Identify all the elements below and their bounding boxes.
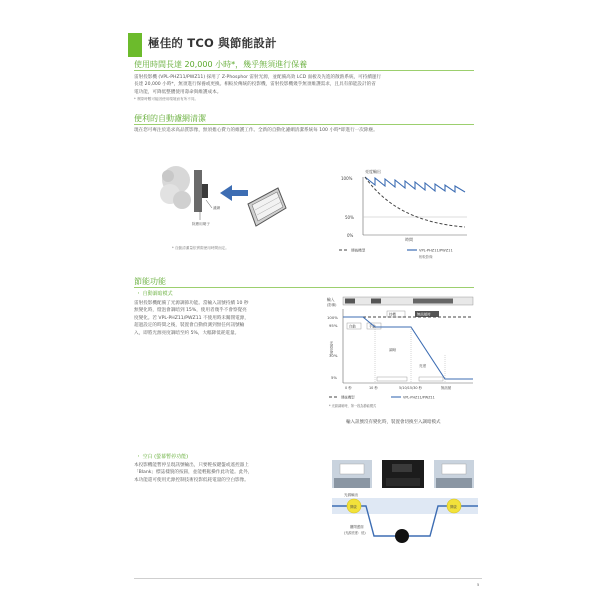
legend-laser: VPL-PHZ11/PWZ11 [419, 248, 453, 253]
section3-body-line: 度變化。若 VPL-PHZ11/PWZ11 不使用時未關閉電源， [134, 315, 249, 321]
filter-caption: * 自動清潔量依實際使用時間而定。 [172, 246, 229, 250]
brightness-tick-50: 50% [345, 215, 354, 220]
brightness-chart-ylabel: 亮度輸出 [365, 169, 381, 174]
section2-rule [134, 124, 474, 125]
dust-cloud [160, 166, 191, 209]
brightness-chart [335, 165, 475, 260]
filter-frame [248, 188, 286, 226]
blank-body [134, 462, 324, 484]
mode-standby-label: 待機 [389, 312, 396, 317]
dimming-footnote: * 光源調暗時，第一段為節能模式 [329, 404, 377, 408]
on-label: 開啟 [350, 505, 357, 509]
dimming-tick-5: 5% [331, 375, 338, 380]
title-accent-bar [128, 33, 142, 57]
mode-brightness-label: 亮度 [419, 364, 427, 368]
blank-body-line: 本投影機能暫停呈現訊號輸出，只要輕按鍵盤或遙控器上 [134, 463, 249, 468]
on-label-right: 開啟 [450, 505, 457, 509]
legend-sub: 相較影像 [419, 255, 433, 259]
dimming-ylabel-top: 輸入 [327, 297, 335, 302]
blank-subheading: ・ 空白 (螢幕暫停功能) [136, 454, 189, 460]
room-photo-on-again [434, 460, 474, 488]
page-number: 5 [477, 583, 480, 587]
bulb-off-icon [395, 529, 409, 543]
dimming-legend-laser: VPL-PHZ11/PWZ11 [403, 395, 435, 400]
airflow-arrow-icon [220, 185, 248, 201]
mode-dimmed-label: 調暗 [389, 348, 397, 352]
dimming-ylabel-side: 光源亮度 [329, 341, 333, 355]
dimming-chart [327, 295, 477, 420]
section2-body: 現在您可專注於追求高品質影像，無須擔心費力的維護工作。全新的自動化濾網清潔系統每 100 小時*即進行一次除塵。 [134, 128, 378, 133]
filter-label: 濾網 [213, 206, 221, 210]
footer-rule [134, 578, 482, 579]
section1-body-line: 長達 20,000 小時*，無須進行保養或更換。相較於傳統的投影機，雷射投影機幾乎無須維護需求，且具有節能設計的省 [134, 82, 376, 88]
mode-auto-label: 自動 [349, 324, 356, 329]
section3-body-line: 雷射投影機配備了光源調節功能。當輸入訊號持續 10 秒 [134, 301, 249, 306]
section3-body-line: 無變化時，燈泡會調暗到 15%，使用者幾乎不會察覺亮 [134, 308, 247, 314]
blank-illustration [330, 456, 480, 556]
section1-rule [134, 70, 474, 71]
section1-body [134, 74, 479, 96]
room-photo-blank [382, 460, 424, 488]
section3-body-line: 超過設定的時間之後，裝置會自動偵測到無任何訊號輸 [134, 323, 245, 329]
projector-unit [194, 170, 202, 212]
blank-body-line: 本功能還可使用光源控制技術投影低耗電量的空白影像。 [134, 477, 249, 483]
dimming-legend-conventional: 傳統機型 [341, 395, 355, 400]
legend-conventional: 傳統機型 [351, 248, 366, 253]
dimming-tick-100: 100% [327, 315, 338, 320]
section3-rule [134, 287, 474, 288]
dimming-xtick-3: 無訊號 [441, 386, 452, 390]
light-output-label: 光源輸出 [344, 493, 359, 497]
section1-body-line: 雷射投影機 (VPL-PHZ11/PWZ11) 採用了 Z-Phosphor 雷射光源，並配備高效 LCD 面板及先進的散熱系統，可持續運行 [134, 75, 382, 80]
page-title: 極佳的 TCO 與節能設計 [148, 36, 277, 50]
section1-heading: 使用時間長達 20,000 小時*，幾乎無須進行保養 [134, 60, 308, 69]
section2-heading: 便利的自動濾網清潔 [134, 114, 206, 123]
brightness-chart-xlabel: 時間 [405, 237, 413, 242]
section3-body [134, 300, 324, 337]
brightness-tick-100: 100% [341, 176, 353, 181]
mode-no-signal-label: 無訊號時 [417, 312, 431, 317]
blank-body-line: 「Blank」標誌樣貌的按鈕，並能輕鬆操作此功能。此外， [134, 470, 253, 476]
dimming-chart-caption: 輸入訊號沒有變化時，裝置會切換至入調暗模式 [346, 420, 441, 425]
room-photo-on [332, 460, 372, 488]
laser-series-line [365, 177, 465, 192]
dimming-xtick-1: 10 秒 [369, 386, 378, 390]
blank-sublabel: (光源亮度：低) [344, 531, 366, 535]
section3-heading: 節能功能 [134, 277, 166, 286]
brightness-tick-0: 0% [347, 233, 354, 238]
mode-manual-label: 手動 [369, 324, 376, 329]
blank-label: 關閉畫面 [350, 525, 364, 529]
dimming-laser-line [343, 317, 473, 379]
dimming-ylabel-sub: (影像) [327, 303, 337, 307]
dimming-tick-30: 30% [329, 353, 338, 358]
section1-body-line: 電功能，可降低整體使用壽命與維護成本。 [134, 89, 222, 95]
auto-dimming-subheading: ・ 自動調暗模式 [136, 291, 173, 297]
filter-illustration [160, 160, 290, 250]
brush-label: 除塵用刷子 [192, 222, 210, 226]
dimming-tick-95: 95% [329, 323, 338, 328]
section1-footnote: * 實際時數可能因使用環境而有所不同。 [134, 97, 199, 101]
section3-body-line: 入，即將光源亮度調暗至約 5%，大幅降低耗電量。 [134, 330, 240, 336]
dimming-xtick-2: 5/10/15/30 秒 [399, 386, 422, 390]
dimming-xtick-0: 0 秒 [345, 386, 352, 390]
